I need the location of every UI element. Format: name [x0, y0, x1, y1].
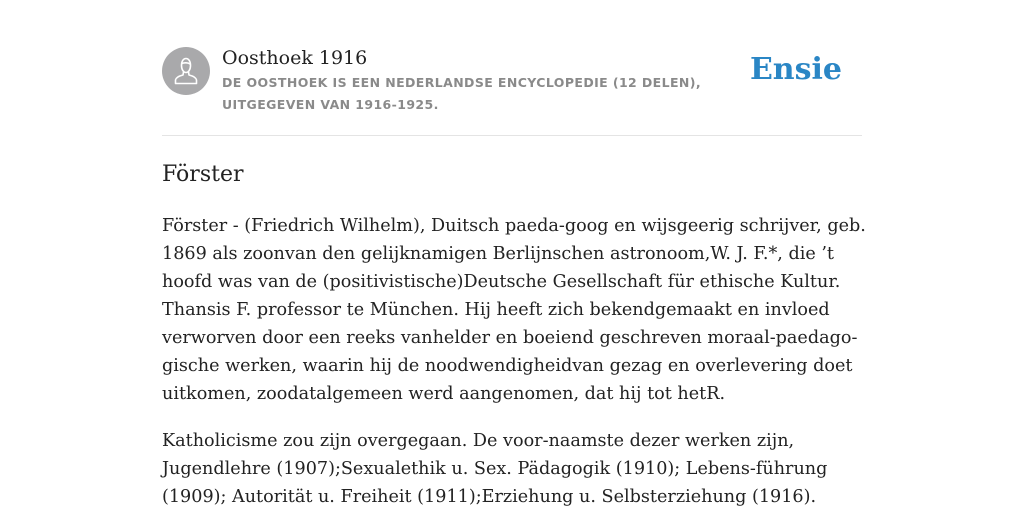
entry-title: Förster [162, 162, 244, 187]
header-divider [162, 135, 862, 136]
brand-logo[interactable]: Ensie [749, 52, 842, 87]
entry-paragraph: Förster - (Friedrich Wilhelm), Duitsch paeda-goog en wijsgeerig schrijver, geb. 1869 als zoonvan den gelijknamigen Berlijnschen astronoom,W. J. F.*, die ’t hoofd was van de (positivistische)Deutsche Gesellschaft für ethische Kultur. Thansis F. professor te München. Hij heeft zich bekendgemaakt en invloed verworven door een reeks vanhelder en boeiend geschreven moraal-paedago-gische werken, waarin hij de noodwendigheidvan gezag en overlevering doet uitkomen, zoodatalgemeen werd aangenomen, dat hij tot hetR. [162, 216, 866, 404]
source-description: DE OOSTHOEK IS EEN NEDERLANDSE ENCYCLOPEDIE (12 DELEN), UITGEGEVEN VAN 1916-1925. [222, 75, 702, 112]
source-header [162, 44, 862, 134]
entry-body [162, 212, 867, 512]
source-title[interactable]: Oosthoek 1916 [222, 47, 368, 69]
avatar [162, 47, 210, 95]
user-silhouette-icon [162, 47, 210, 95]
entry-paragraph: Katholicisme zou zijn overgegaan. De voor-naamste dezer werken zijn, Jugendlehre (1907);Sexualethik u. Sex. Pädagogik (1910); Lebens-führung (1909); Autorität u. Freiheit (1911);Erziehung u. Selbsterziehung (1916). [162, 431, 828, 507]
